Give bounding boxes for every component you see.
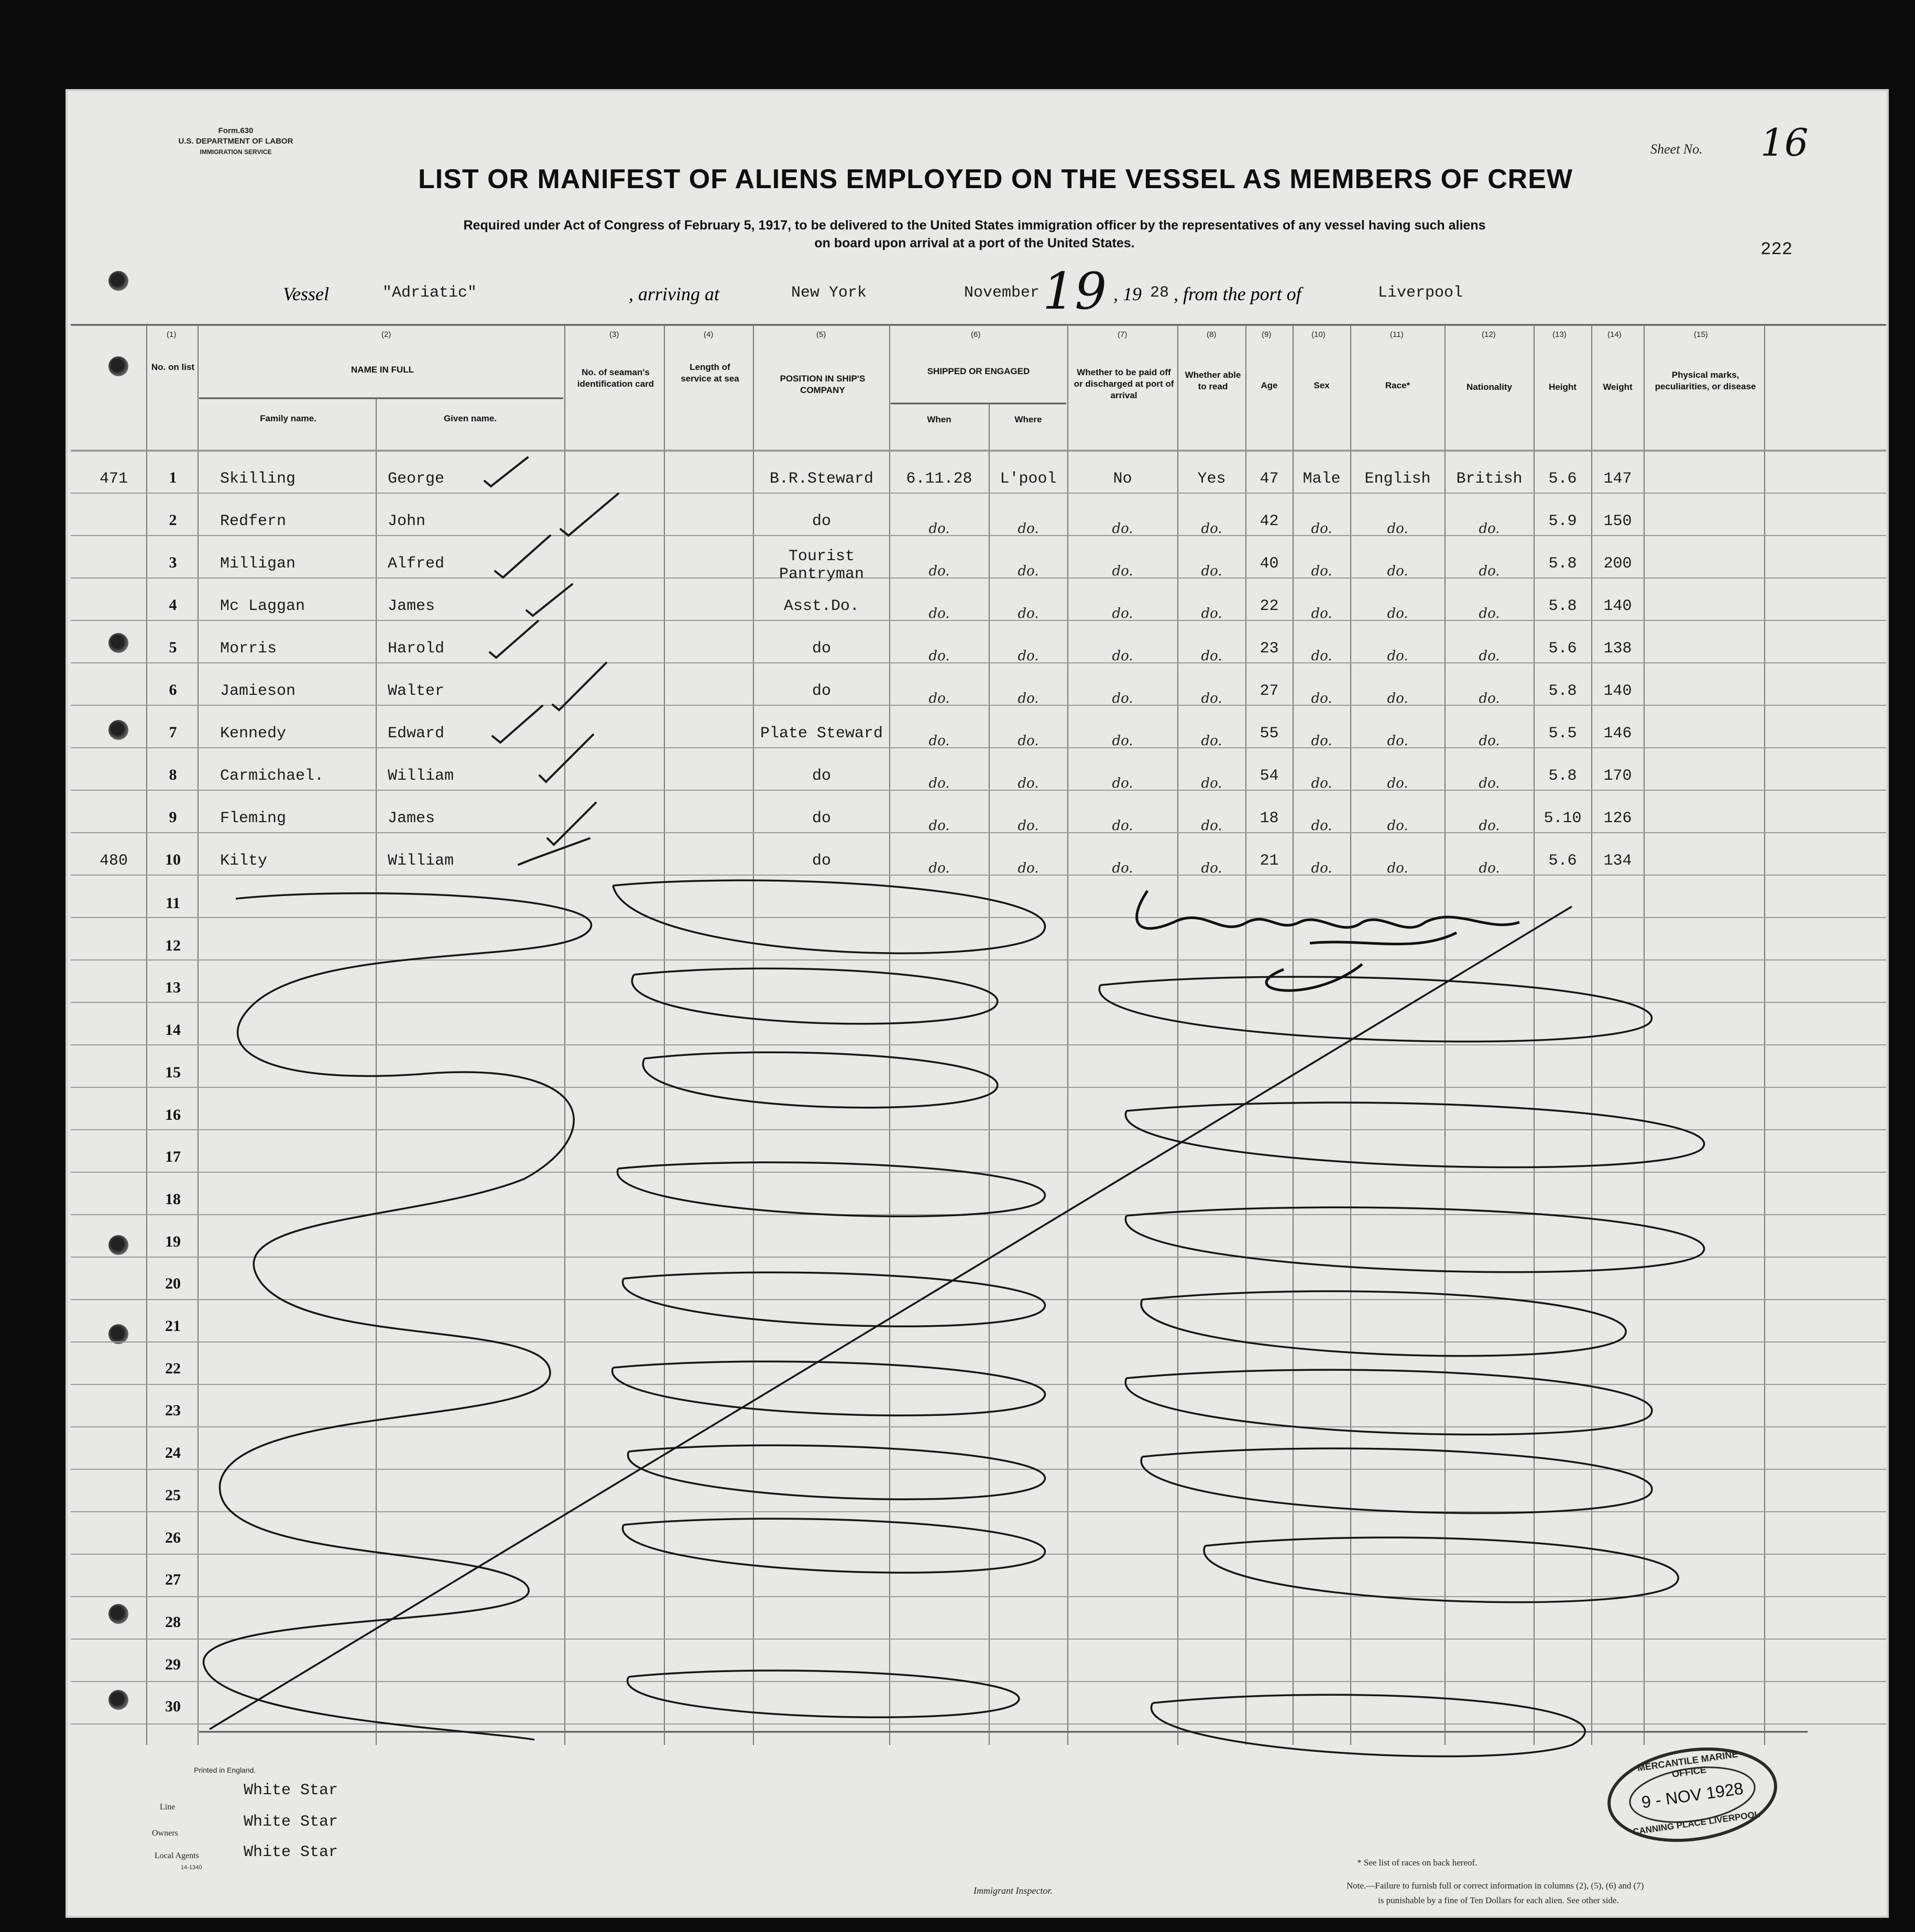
shipped-where-cell: do. <box>1017 691 1039 706</box>
row-number: 13 <box>165 979 181 997</box>
row-number: 24 <box>165 1444 181 1462</box>
given-name-cell: Edward <box>388 725 445 743</box>
position-cell: Plate Steward <box>760 725 883 743</box>
check-mark-icon <box>493 706 542 743</box>
row-number: 17 <box>165 1148 181 1166</box>
department-name: U.S. DEPARTMENT OF LABOR <box>178 137 293 146</box>
sex-cell: do. <box>1311 776 1332 791</box>
row-number: 29 <box>165 1655 181 1673</box>
family-name-cell: Milligan <box>220 555 296 573</box>
height-cell: 5.8 <box>1548 597 1577 615</box>
shipped-where-cell: do. <box>1017 521 1039 537</box>
given-name-cell: James <box>388 810 435 827</box>
row-number: 12 <box>165 936 181 954</box>
position-cell: B.R.Steward <box>769 470 874 488</box>
able-to-read-cell: do. <box>1201 521 1222 537</box>
shipped-when-cell: do. <box>928 563 950 579</box>
shipped-when-cell: do. <box>928 691 950 706</box>
height-cell: 5.8 <box>1548 767 1577 785</box>
arrival-month: November <box>964 284 1040 302</box>
cancel-loop <box>623 1519 1045 1573</box>
family-name-cell: Skilling <box>220 470 296 488</box>
weight-cell: 170 <box>1603 767 1632 785</box>
line-label: Line <box>160 1803 176 1811</box>
col-num-9: (9) <box>1262 330 1272 339</box>
heading-length-service: Length of service at sea <box>681 362 739 384</box>
height-cell: 5.6 <box>1548 852 1577 870</box>
able-to-read-cell: do. <box>1201 860 1222 876</box>
col-num-3: (3) <box>609 330 619 339</box>
manifest-title: LIST OR MANIFEST OF ALIENS EMPLOYED ON THE VESSEL AS MEMBERS OF CREW <box>418 164 1573 194</box>
agents-value: White Star <box>244 1843 338 1861</box>
cancel-loop <box>628 1445 1045 1499</box>
family-name-cell: Fleming <box>220 810 287 827</box>
page-ref: 222 <box>1760 240 1793 260</box>
height-cell: 5.6 <box>1548 640 1577 658</box>
shipped-where-cell: L'pool <box>1000 470 1057 488</box>
row-number: 20 <box>165 1275 181 1293</box>
paid-off-cell: do. <box>1112 691 1133 706</box>
able-to-read-cell: do. <box>1201 606 1222 621</box>
stamp-office: MERCANTILE MARINE OFFICE <box>1636 1749 1739 1780</box>
arriving-label: , arriving at <box>629 283 720 304</box>
shipped-where-cell: do. <box>1017 733 1039 749</box>
shipped-when-cell: do. <box>928 521 950 537</box>
given-name-cell: Walter <box>388 682 445 700</box>
sex-cell: do. <box>1311 818 1332 834</box>
age-cell: 27 <box>1260 682 1279 700</box>
able-to-read-cell: do. <box>1201 776 1222 791</box>
cancel-loop <box>1151 1695 1585 1756</box>
agents-label: Local Agents <box>155 1851 199 1860</box>
age-cell: 42 <box>1260 512 1279 530</box>
heading-nationality: Nationality <box>1467 382 1512 392</box>
nationality-cell: do. <box>1479 521 1500 537</box>
arrival-day: 19 <box>1043 262 1107 321</box>
family-name-cell: Carmichael. <box>220 767 324 785</box>
shipped-when-cell: do. <box>928 733 950 749</box>
sex-cell: do. <box>1311 521 1332 537</box>
row-number: 23 <box>165 1402 181 1420</box>
master-signature <box>1137 891 1519 990</box>
col-num-6: (6) <box>971 330 981 339</box>
paid-off-cell: do. <box>1112 860 1133 876</box>
row-number: 16 <box>165 1106 181 1123</box>
able-to-read-cell: Yes <box>1197 470 1226 488</box>
cancel-loop <box>623 1272 1045 1326</box>
cancel-loop <box>1204 1537 1678 1602</box>
race-cell: do. <box>1387 860 1408 876</box>
col-num-8: (8) <box>1207 330 1217 339</box>
paid-off-cell: do. <box>1112 733 1133 749</box>
cancel-loop <box>612 1361 1045 1415</box>
shipped-where-cell: do. <box>1017 776 1039 791</box>
given-name-cell: William <box>388 767 454 785</box>
race-cell: English <box>1364 470 1431 488</box>
weight-cell: 150 <box>1603 512 1632 530</box>
given-name-cell: George <box>388 470 445 488</box>
able-to-read-cell: do. <box>1201 648 1222 664</box>
family-name-cell: Jamieson <box>220 682 296 700</box>
heading-weight: Weight <box>1603 382 1633 392</box>
col-num-5: (5) <box>816 330 826 339</box>
owners-value: White Star <box>244 1813 338 1831</box>
weight-cell: 126 <box>1603 810 1632 827</box>
paid-off-cell: do. <box>1112 818 1133 834</box>
col-num-7: (7) <box>1118 330 1128 339</box>
col-num-14: (14) <box>1607 330 1622 339</box>
heading-shipped: SHIPPED OR ENGAGED <box>927 366 1030 376</box>
cancel-loop <box>1099 977 1651 1042</box>
height-cell: 5.8 <box>1548 682 1577 700</box>
able-to-read-cell: do. <box>1201 733 1222 749</box>
paid-off-cell: No <box>1113 470 1132 488</box>
heading-age: Age <box>1261 380 1278 390</box>
sex-cell: do. <box>1311 860 1332 876</box>
nationality-cell: do. <box>1479 563 1500 579</box>
sheet-label: Sheet No. <box>1650 141 1703 157</box>
printed-note: Printed in England. <box>194 1766 256 1774</box>
check-mark-icon <box>490 621 538 658</box>
row-number: 27 <box>165 1571 181 1589</box>
nationality-cell: do. <box>1479 860 1500 876</box>
age-cell: 23 <box>1260 640 1279 658</box>
row-number: 19 <box>165 1232 181 1250</box>
position-cell: do <box>812 767 831 785</box>
vessel-label: Vessel <box>283 283 329 304</box>
family-name-cell: Mc Laggan <box>220 597 305 615</box>
position-cell: Asst.Do. <box>783 597 860 615</box>
heading-no-on-list: No. on list <box>151 362 195 372</box>
shipped-when-cell: do. <box>928 648 950 664</box>
heading-physical-marks: Physical marks, peculiarities, or disease <box>1655 370 1756 391</box>
row-number: 14 <box>165 1021 181 1039</box>
col-num-2: (2) <box>381 330 391 339</box>
race-footnote: * See list of races on back hereof. <box>1357 1858 1478 1868</box>
heading-when: When <box>927 414 951 424</box>
nationality-cell: British <box>1456 470 1523 488</box>
heading-given-name: Given name. <box>443 413 497 423</box>
family-name-cell: Morris <box>220 640 277 658</box>
subtitle-line-2: on board upon arrival at a port of the United States. <box>814 236 1135 250</box>
height-cell: 5.6 <box>1548 470 1577 488</box>
row-number: 3 <box>169 554 177 571</box>
height-cell: 5.8 <box>1548 555 1577 573</box>
shipped-when-cell: do. <box>928 606 950 621</box>
row-number: 11 <box>165 894 181 912</box>
heading-sex: Sex <box>1314 380 1330 390</box>
sex-cell: Male <box>1303 470 1341 488</box>
weight-cell: 134 <box>1603 852 1632 870</box>
age-cell: 47 <box>1260 470 1279 488</box>
able-to-read-cell: do. <box>1201 691 1222 706</box>
row-number: 18 <box>165 1190 181 1208</box>
col-num-4: (4) <box>704 330 714 339</box>
shipped-where-cell: do. <box>1017 606 1039 621</box>
cancel-loop <box>1141 1291 1626 1356</box>
sex-cell: do. <box>1311 691 1332 706</box>
penalty-note-line-2: is punishable by a fine of Ten Dollars for each alien. See other side. <box>1378 1895 1619 1905</box>
heading-id-card: No. of seaman's identification card <box>577 367 654 389</box>
row-number: 7 <box>169 724 177 741</box>
row-number: 1 <box>169 469 177 486</box>
origin-port: Liverpool <box>1378 284 1463 302</box>
race-cell: do. <box>1387 733 1408 749</box>
row-number: 25 <box>165 1486 181 1504</box>
check-mark-icon <box>561 494 618 536</box>
heading-height: Height <box>1549 382 1577 392</box>
cancel-loop <box>643 1052 998 1108</box>
from-label: , from the port of <box>1174 283 1301 304</box>
cancel-loop <box>1125 1103 1704 1167</box>
race-cell: do. <box>1387 691 1408 706</box>
position-cell: do <box>812 682 831 700</box>
given-name-cell: John <box>388 512 426 530</box>
position-cell: Tourist Pantryman <box>779 548 865 583</box>
inspector-label: Immigrant Inspector. <box>973 1885 1053 1896</box>
age-cell: 21 <box>1260 852 1279 870</box>
list-ref-cell: 480 <box>100 852 128 870</box>
check-mark-icon <box>527 584 572 616</box>
owners-label: Owners <box>152 1829 178 1838</box>
nationality-cell: do. <box>1479 818 1500 834</box>
service-name: IMMIGRATION SERVICE <box>200 148 272 156</box>
row-number: 22 <box>165 1359 181 1377</box>
row-number: 30 <box>165 1698 181 1716</box>
able-to-read-cell: do. <box>1201 563 1222 579</box>
heading-name-in-full: NAME IN FULL <box>351 365 414 375</box>
weight-cell: 200 <box>1603 555 1632 573</box>
subtitle-line-1: Required under Act of Congress of February 5, 1917, to be delivered to the United States immigration officer by the representatives of any vessel having such aliens <box>463 218 1486 233</box>
row-number: 9 <box>169 809 177 826</box>
heading-race: Race* <box>1385 380 1410 390</box>
race-cell: do. <box>1387 606 1408 621</box>
row-number: 2 <box>169 511 177 529</box>
row-number: 26 <box>165 1529 181 1546</box>
family-name-cell: Kilty <box>220 852 268 870</box>
stamp-address: CANNING PLACE LIVERPOOL <box>1632 1809 1761 1837</box>
weight-cell: 138 <box>1603 640 1632 658</box>
stamp-date: 9 - NOV 1928 <box>1640 1778 1745 1812</box>
shipped-when-cell: do. <box>928 818 950 834</box>
sex-cell: do. <box>1311 606 1332 621</box>
shipped-where-cell: do. <box>1017 818 1039 834</box>
heading-paid-off: Whether to be paid off or discharged at port of arrival <box>1074 367 1174 400</box>
height-cell: 5.9 <box>1548 512 1577 530</box>
row-number: 10 <box>165 851 181 868</box>
race-cell: do. <box>1387 776 1408 791</box>
shipped-when-cell: do. <box>928 860 950 876</box>
form-number: Form.630 <box>218 126 254 135</box>
col-num-12: (12) <box>1482 330 1496 339</box>
penalty-note <box>1347 1879 1644 1908</box>
row-number: 21 <box>165 1317 181 1335</box>
weight-cell: 140 <box>1603 597 1632 615</box>
age-cell: 40 <box>1260 555 1279 573</box>
cancel-loop <box>632 968 997 1024</box>
cancel-loop <box>1141 1448 1652 1513</box>
race-cell: do. <box>1387 648 1408 664</box>
nationality-cell: do. <box>1479 606 1500 621</box>
cancel-loop <box>628 1671 1019 1717</box>
given-name-cell: Harold <box>388 640 445 658</box>
race-cell: do. <box>1387 563 1408 579</box>
given-name-cell: William <box>388 852 454 870</box>
paid-off-cell: do. <box>1112 563 1133 579</box>
height-cell: 5.10 <box>1544 810 1582 827</box>
cancel-loop <box>613 880 1045 953</box>
col-num-1: (1) <box>167 330 177 339</box>
check-mark-icon <box>485 457 528 486</box>
year-prefix: , 19 <box>1113 283 1142 304</box>
arrival-year: 28 <box>1150 284 1169 302</box>
cancel-loop <box>618 1162 1045 1216</box>
shipped-where-cell: do. <box>1017 563 1039 579</box>
shipped-when-cell: do. <box>928 776 950 791</box>
age-cell: 54 <box>1260 767 1279 785</box>
race-cell: do. <box>1387 521 1408 537</box>
cancel-loop <box>1125 1370 1652 1435</box>
paid-off-cell: do. <box>1112 521 1133 537</box>
shipped-where-cell: do. <box>1017 860 1039 876</box>
sex-cell: do. <box>1311 733 1332 749</box>
sex-cell: do. <box>1311 648 1332 664</box>
shipped-where-cell: do. <box>1017 648 1039 664</box>
family-name-cell: Kennedy <box>220 725 287 743</box>
strike-line <box>210 907 1572 1729</box>
row-number: 5 <box>169 639 177 656</box>
row-number: 15 <box>165 1063 181 1081</box>
check-mark-icon <box>553 663 606 710</box>
nationality-cell: do. <box>1479 733 1500 749</box>
race-cell: do. <box>1387 818 1408 834</box>
penalty-note-line-1: Note.—Failure to furnish full or correct information in columns (2), (5), (6) and (7) <box>1347 1881 1644 1891</box>
age-cell: 55 <box>1260 725 1279 743</box>
row-number: 8 <box>169 766 177 783</box>
paid-off-cell: do. <box>1112 648 1133 664</box>
age-cell: 22 <box>1260 597 1279 615</box>
given-name-cell: Alfred <box>388 555 445 573</box>
col-num-11: (11) <box>1390 330 1404 339</box>
check-mark-icon <box>540 735 593 782</box>
list-ref-cell: 471 <box>100 470 128 488</box>
paid-off-cell: do. <box>1112 776 1133 791</box>
sheet-number: 16 <box>1760 121 1809 165</box>
row-number: 4 <box>169 596 177 614</box>
position-cell: do <box>812 512 831 530</box>
line-value: White Star <box>244 1782 338 1799</box>
sex-cell: do. <box>1311 563 1332 579</box>
row-number: 28 <box>165 1613 181 1631</box>
row-number: 6 <box>169 681 177 698</box>
weight-cell: 146 <box>1603 725 1632 743</box>
position-cell: do <box>812 810 831 827</box>
check-mark-icon <box>495 536 550 577</box>
arrival-port: New York <box>791 284 867 302</box>
heading-position: POSITION IN SHIP'S COMPANY <box>780 374 866 395</box>
heading-able-to-read: Whether able to read <box>1185 370 1241 391</box>
height-cell: 5.5 <box>1548 725 1577 743</box>
check-mark-icon <box>519 838 589 865</box>
nationality-cell: do. <box>1479 648 1500 664</box>
col-num-10: (10) <box>1311 330 1326 339</box>
vessel-name: "Adriatic" <box>382 284 477 302</box>
col-num-13: (13) <box>1552 330 1567 339</box>
able-to-read-cell: do. <box>1201 818 1222 834</box>
given-name-cell: James <box>388 597 435 615</box>
cancel-squiggle <box>203 893 591 1740</box>
shipped-when-cell: 6.11.28 <box>906 470 972 488</box>
form-code: 14-1340 <box>181 1864 202 1871</box>
col-num-15: (15) <box>1694 330 1708 339</box>
heading-family-name: Family name. <box>260 413 316 423</box>
paid-off-cell: do. <box>1112 606 1133 621</box>
position-cell: do <box>812 852 831 870</box>
heading-where: Where <box>1014 414 1042 424</box>
weight-cell: 140 <box>1603 682 1632 700</box>
age-cell: 18 <box>1260 810 1279 827</box>
nationality-cell: do. <box>1479 691 1500 706</box>
cancel-loop <box>1125 1207 1704 1272</box>
weight-cell: 147 <box>1603 470 1632 488</box>
nationality-cell: do. <box>1479 776 1500 791</box>
position-cell: do <box>812 640 831 658</box>
family-name-cell: Redfern <box>220 512 287 530</box>
